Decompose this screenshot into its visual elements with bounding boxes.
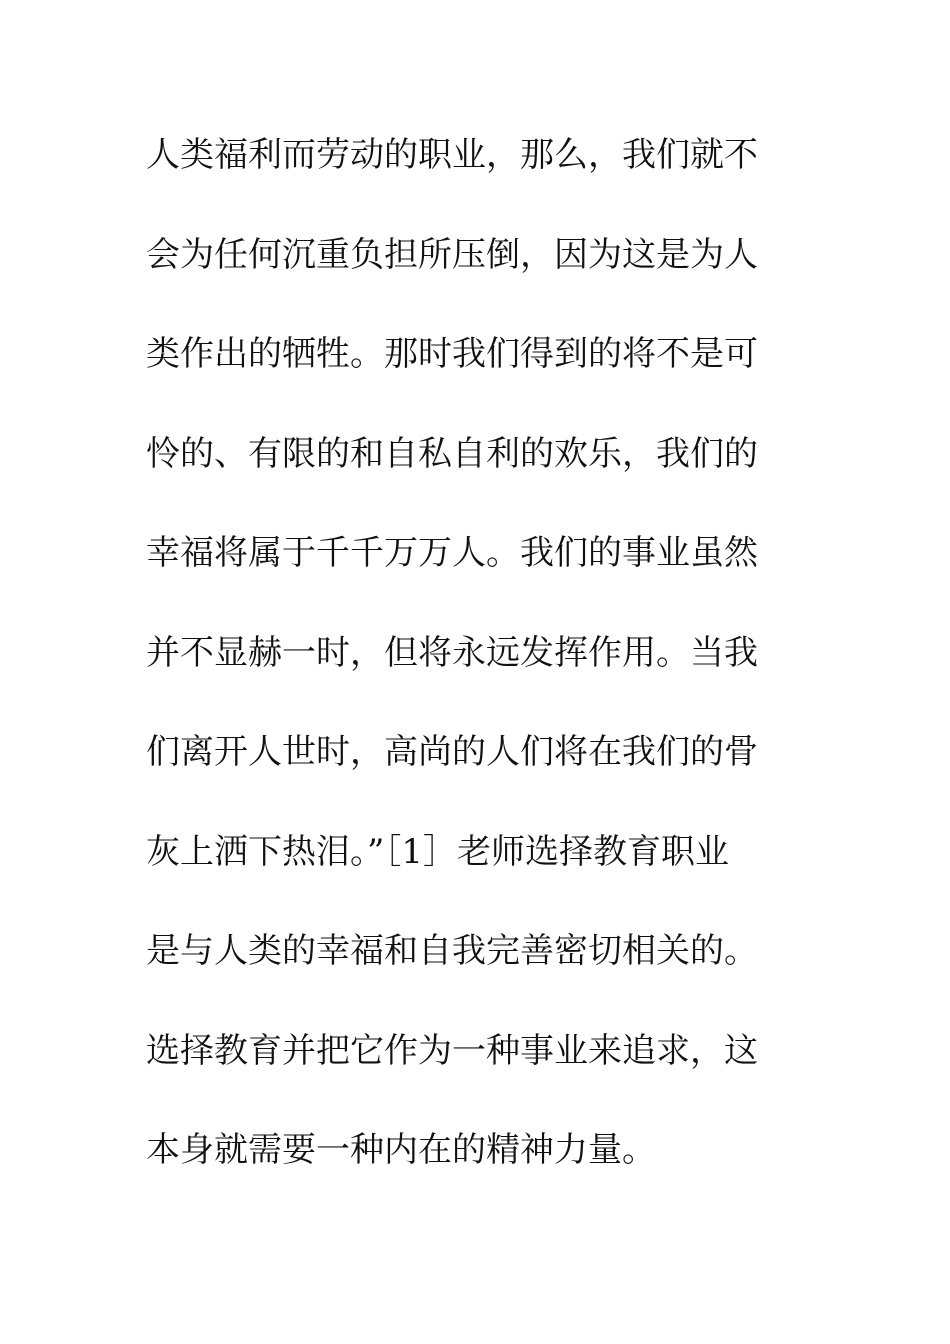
text-line: 是与人类的幸福和自我完善密切相关的。 — [146, 931, 758, 971]
text-line: 灰上洒下热泪。”［1］老师选择教育职业 — [146, 831, 730, 872]
text-line: 选择教育并把它作为一种事业来追求，这 — [146, 1030, 758, 1071]
text-line: 们离开人世时，高尚的人们将在我们的骨 — [146, 732, 758, 772]
text-line: 会为任何沉重负担所压倒，因为这是为人 — [146, 234, 758, 275]
text-line: 并不显赫一时，但将永远发挥作用。当我 — [146, 632, 758, 673]
body-paragraph — [146, 127, 806, 1222]
text-line: 人类福利而劳动的职业，那么，我们就不 — [146, 135, 758, 175]
text-line: 幸福将属于千千万万人。我们的事业虽然 — [146, 533, 758, 573]
text-line: 本身就需要一种内在的精神力量。 — [146, 1130, 656, 1170]
text-line: 类作出的牺牲。那时我们得到的将不是可 — [146, 334, 758, 374]
text-line: 怜的、有限的和自私自利的欢乐，我们的 — [146, 433, 758, 474]
